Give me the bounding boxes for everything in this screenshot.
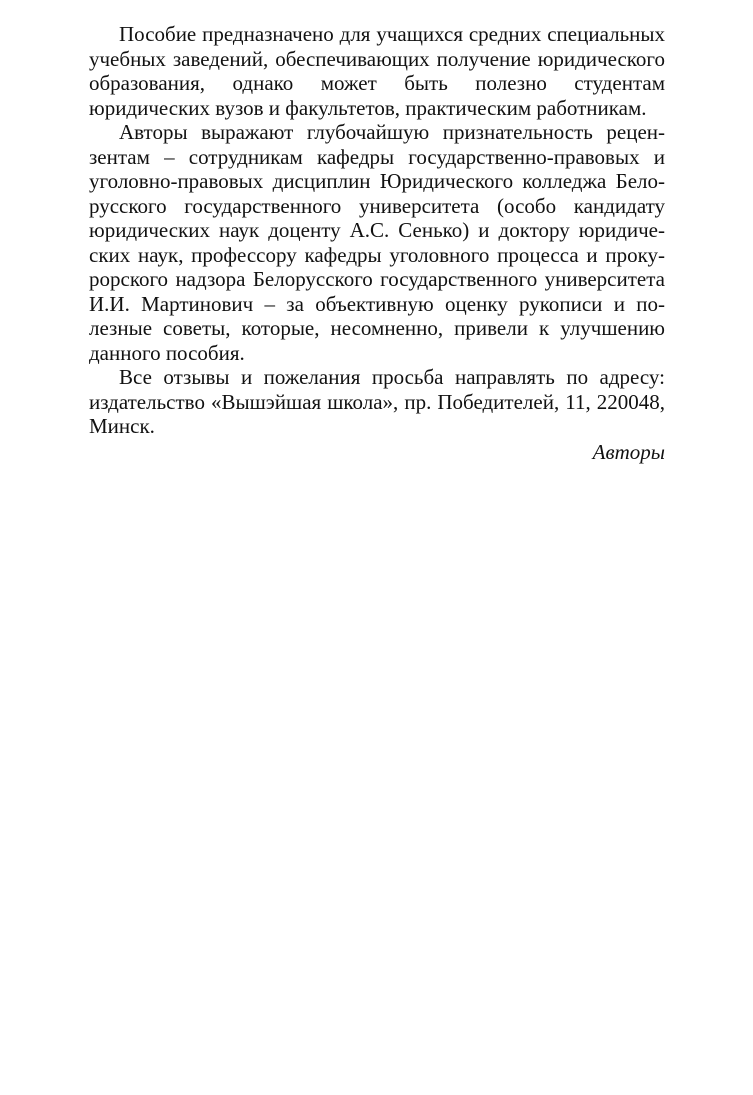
authors-signature: Авторы xyxy=(592,439,665,464)
paragraph-purpose: Пособие предназначено для учащихся средних специальных учебных заведений, обеспечивающих получение юридического образования, однако может быть полезно студентам юридических вузов и факультетов, практическим работникам. xyxy=(89,22,665,120)
document-body xyxy=(89,22,665,464)
paragraph-feedback-address: Все отзывы и пожелания просьба направлять по адресу: издательство «Вышэйшая школа», пр. Победителей, 11, 220048, Минск. xyxy=(89,365,665,438)
paragraph-acknowledgements: Авторы выражают глубочайшую признательность рецензентам – сотрудникам кафедры государственно-правовых и уголовно-правовых дисциплин Юридического колледжа Белорусского государственного университета (особо кандидату юридических наук доценту А.С. Сенько) и доктору юридических наук, профессору кафедры уголовного процесса и прокурорского надзора Белорусского государственного университета И.И. Мартинович – за объективную оценку рукописи и полезные советы, которые, несомненно, привели к улучшению данного пособия. xyxy=(89,120,665,365)
